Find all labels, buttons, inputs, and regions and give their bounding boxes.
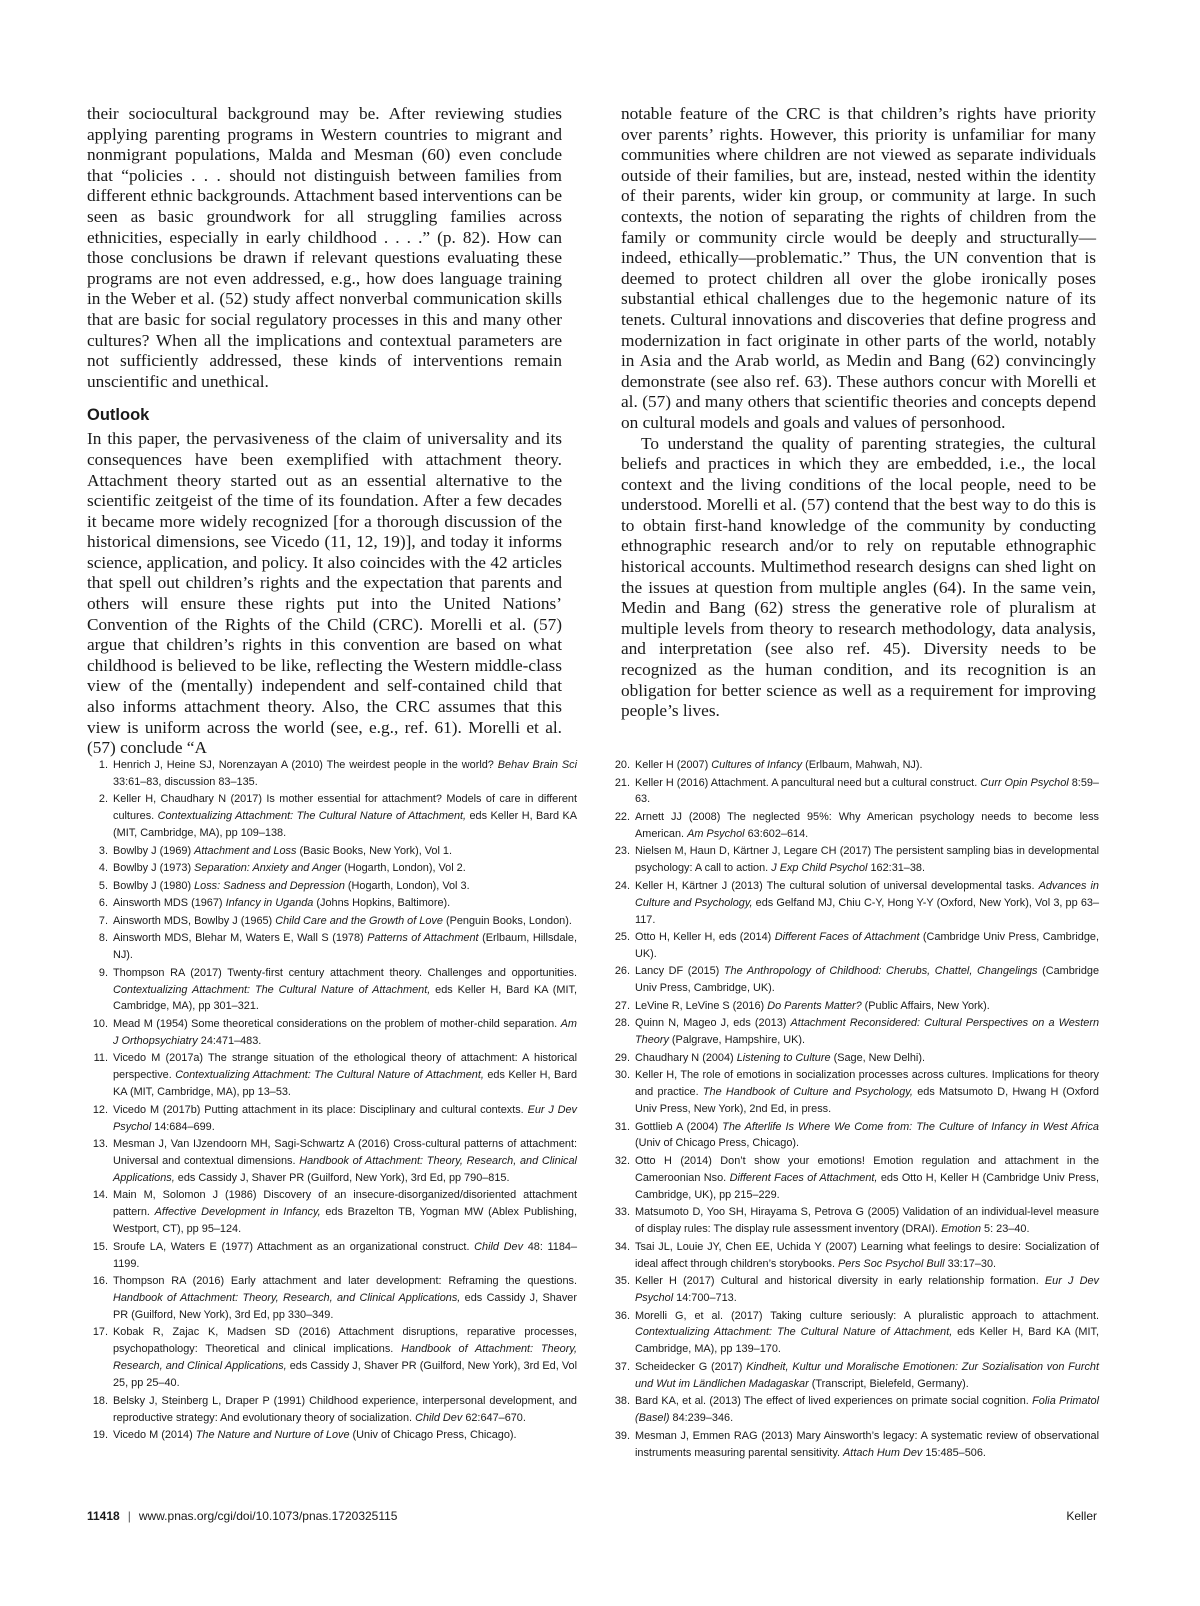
reference-text (113, 878, 577, 895)
reference-source: Attachment Reconsidered: Cultural Perspectives on a Western Theory (635, 1017, 1099, 1047)
reference-authors-title: Keller H, Chaudhary N (2017) Is mother essential for attachment? Models of care in different cultures. (113, 793, 577, 823)
reference-source: Different Faces of Attachment, (729, 1171, 878, 1184)
reference-number: 32. (614, 1154, 630, 1167)
reference-number: 35. (614, 1275, 630, 1288)
reference-details: (Univ of Chicago Press, Chicago). (635, 1137, 800, 1150)
reference-source: Loss: Sadness and Depression (194, 879, 345, 892)
reference-source: Contextualizing Attachment: The Cultural Nature of Attachment, (113, 983, 431, 996)
reference-authors-title: Vicedo M (2017a) The strange situation of the ethological theory of attachment: A historical perspective. (113, 1052, 577, 1082)
reference-source: The Afterlife Is Where We Come from: The Culture of Infancy in West Africa (722, 1120, 1099, 1133)
reference-source: The Handbook of Culture and Psychology, (702, 1086, 913, 1099)
reference-item (87, 965, 577, 1016)
reference-text (113, 1324, 577, 1392)
reference-number: 36. (614, 1309, 630, 1322)
reference-authors-title: Keller H (2007) (635, 759, 712, 771)
reference-details: eds Keller H, Bard KA (MIT, Cambridge, MA), pp 301–321. (113, 983, 577, 1013)
reference-details: (Erlbaum, Hillsdale, NJ). (113, 932, 578, 962)
reference-number: 5. (98, 879, 108, 892)
reference-details: eds Matsumoto D, Hwang H (Oxford Univ Press, New York), 2nd Ed, in press. (635, 1086, 1099, 1116)
running-author: Keller (1066, 1509, 1097, 1523)
reference-text (635, 998, 1099, 1015)
reference-text (113, 1273, 577, 1324)
reference-text (113, 860, 577, 877)
reference-text (635, 1359, 1099, 1393)
reference-item (87, 791, 577, 842)
reference-number: 16. (92, 1275, 108, 1288)
reference-item (609, 1273, 1099, 1307)
reference-source: Handbook of Attachment: Theory, Research, and Clinical Applications, (113, 1292, 461, 1304)
reference-text (635, 1067, 1099, 1118)
reference-text (635, 809, 1099, 843)
reference-number: 17. (92, 1326, 108, 1339)
reference-list-right (609, 757, 1099, 1462)
reference-number: 22. (614, 810, 630, 823)
reference-number: 9. (98, 966, 108, 979)
reference-text (635, 775, 1099, 809)
reference-authors-title: Chaudhary N (2004) (635, 1051, 737, 1064)
reference-item (609, 1393, 1099, 1427)
reference-details: eds Keller H, Bard KA (MIT, Cambridge, MA), pp 109–138. (113, 810, 577, 840)
reference-number: 4. (98, 862, 108, 875)
reference-details: 15:485–506. (922, 1446, 986, 1459)
reference-authors-title: Vicedo M (2014) (113, 1429, 196, 1442)
reference-text (113, 1427, 577, 1444)
reference-item (609, 1067, 1099, 1118)
reference-authors-title: Tsai JL, Louie JY, Chen EE, Uchida Y (2007) Learning what feelings to desire: Socialization of ideal affect through children’s storybooks. (635, 1240, 1099, 1270)
reference-authors-title: Henrich J, Heine SJ, Norenzayan A (2010) The weirdest people in the world? (113, 759, 498, 771)
reference-authors-title: Sroufe LA, Waters E (1977) Attachment as an organizational construct. (113, 1240, 475, 1253)
reference-text (113, 1136, 577, 1187)
reference-number: 13. (92, 1138, 108, 1151)
reference-number: 27. (614, 999, 630, 1012)
reference-details: eds Otto H, Keller H (Cambridge Univ Press, Cambridge, UK), pp 215–229. (635, 1171, 1099, 1201)
reference-item (609, 775, 1099, 809)
reference-item (609, 1204, 1099, 1238)
reference-text (113, 843, 577, 860)
reference-number: 2. (98, 793, 108, 806)
reference-number: 14. (92, 1189, 108, 1202)
reference-number: 38. (614, 1395, 630, 1408)
reference-details: (Penguin Books, London). (442, 914, 572, 927)
reference-source: Kindheit, Kultur und Moralische Emotionen: Zur Sozialisation von Furcht und Wut im Ländlichen Madagaskar (635, 1360, 1100, 1390)
body-paragraph: notable feature of the CRC is that children’s rights have priority over parents’ rights. However, this priority is unfamiliar for many communities where children are not viewed as separate individuals outside of their families, but are, instead, nested within the identity of their parents, wider kin group, or community at large. In such contexts, the notion of separating the rights of children from the family or community circle would be deeply and structurally—indeed, ethically—problematic.” Thus, the UN convention that is deemed to protect children all over the globe ironically poses substantial ethical challenges due to the hegemonic nature of its tenets. Cultural innovations and discoveries that define progress and modernization in fact originate in other parts of the world, notably in Asia and the Arab world, as Medin and Bang (62) convincingly demonstrate (see also ref. 63). These authors concur with Morelli et al. (57) and many others that scientific theories and concepts depend on cultural models and goals and values of personhood. (621, 104, 1096, 432)
reference-source: Do Parents Matter? (767, 999, 862, 1012)
reference-item (87, 878, 577, 895)
reference-source: Handbook of Attachment: Theory, Research, and Clinical Applications, (113, 1343, 577, 1373)
reference-item (609, 1239, 1099, 1273)
reference-item (609, 963, 1099, 997)
reference-authors-title: Bard KA, et al. (2013) The effect of lived experiences on primate social cognition. (635, 1395, 1033, 1408)
reference-authors-title: Gottlieb A (2004) (635, 1120, 723, 1133)
reference-source: Cultures of Infancy (711, 759, 803, 771)
reference-authors-title: Nielsen M, Haun D, Kärtner J, Legare CH (2017) The persistent sampling bias in developmental psychology: A call to action. (635, 845, 1099, 875)
reference-details: 84:239–346. (669, 1412, 734, 1425)
reference-authors-title: Bowlby J (1973) (113, 862, 195, 875)
reference-item (87, 1102, 577, 1136)
reference-list-left (87, 757, 577, 1445)
reference-authors-title: Vicedo M (2017b) Putting attachment in its place: Disciplinary and cultural contexts. (113, 1103, 528, 1116)
reference-number: 18. (92, 1394, 108, 1407)
reference-number: 33. (614, 1206, 630, 1219)
reference-source: Am Psychol (687, 827, 745, 840)
reference-number: 29. (614, 1051, 630, 1064)
reference-source: Eur J Dev Psychol (113, 1103, 578, 1133)
reference-authors-title: Lancy DF (2015) (635, 965, 724, 978)
reference-authors-title: LeVine R, LeVine S (2016) (635, 999, 768, 1012)
reference-details: eds Cassidy J, Shaver PR (Guilford, New York), 3rd Ed, Vol 25, pp 25–40. (113, 1360, 577, 1390)
reference-details: 62:647–670. (462, 1411, 526, 1424)
reference-item (609, 878, 1099, 929)
reference-details: 162:31–38. (867, 862, 926, 875)
reference-item (87, 860, 577, 877)
reference-authors-title: Keller H (2017) Cultural and historical diversity in early relationship formation. (635, 1275, 1045, 1288)
reference-authors-title: Mead M (1954) Some theoretical considerations on the problem of mother-child separation. (113, 1017, 561, 1030)
reference-source: Attach Hum Dev (843, 1446, 923, 1459)
reference-text (635, 1204, 1099, 1238)
reference-item (87, 1136, 577, 1187)
reference-text (635, 757, 1099, 774)
reference-source: Contextualizing Attachment: The Cultural Nature of Attachment, (157, 810, 467, 823)
reference-number: 25. (614, 931, 630, 944)
reference-item (87, 1427, 577, 1444)
reference-number: 10. (92, 1017, 108, 1030)
reference-details: 14:700–713. (673, 1292, 737, 1304)
reference-number: 31. (614, 1120, 630, 1133)
reference-item (87, 1273, 577, 1324)
page-number: 11418 (87, 1509, 120, 1523)
reference-authors-title: Keller H (2016) Attachment. A pancultural need but a cultural construct. (635, 776, 981, 789)
reference-authors-title: Ainsworth MDS (1967) (113, 897, 226, 910)
reference-number: 21. (614, 776, 630, 789)
reference-details: 14:684–699. (151, 1120, 215, 1133)
reference-details: 8:59–63. (635, 776, 1099, 806)
reference-source: Curr Opin Psychol (980, 776, 1069, 789)
reference-item (609, 809, 1099, 843)
reference-item (609, 1308, 1099, 1359)
reference-number: 28. (614, 1017, 630, 1030)
reference-source: Contextualizing Attachment: The Cultural Nature of Attachment, (635, 1326, 953, 1339)
reference-source: Handbook of Attachment: Theory, Research, and Clinical Applications, (113, 1154, 577, 1184)
reference-number: 15. (92, 1240, 108, 1253)
reference-item (87, 930, 577, 964)
reference-details: 48: 1184–1199. (113, 1240, 577, 1270)
body-paragraph: In this paper, the pervasiveness of the claim of universality and its consequences have been exemplified with attachment theory. Attachment theory started out as an essential alternative to the scientific zeitgeist of the time of its foundation. After a few decades it became more widely recognized [for a thorough discussion of the historical dimensions, see Vicedo (11, 12, 19)], and today it informs science, application, and policy. It also coincides with the 42 articles that spell out children’s rights and the expectation that parents and others will ensure these rights put into the United Nations’ Convention of the Rights of the Child (CRC). Morelli et al. (57) argue that children’s rights in this convention are based on what childhood is believed to be like, reflecting the Western middle-class view of the (mentally) independent and self-contained child that also informs attachment theory. Also, the CRC assumes that this view is uniform across the world (see, e.g., ref. 61). Morelli et al. (57) conclude “A (87, 429, 562, 758)
reference-text (113, 1239, 577, 1273)
reference-item (609, 757, 1099, 774)
reference-details: (Cambridge Univ Press, Cambridge, UK). (635, 965, 1100, 995)
reference-item (87, 843, 577, 860)
reference-details: eds Keller H, Bard KA (MIT, Cambridge, MA), pp 13–53. (113, 1069, 577, 1099)
reference-number: 23. (614, 845, 630, 858)
reference-authors-title: Thompson RA (2017) Twenty-first century attachment theory. Challenges and opportunities. (113, 966, 577, 979)
reference-details: (Basic Books, New York), Vol 1. (296, 844, 452, 857)
reference-details: (Erlbaum, Mahwah, NJ). (802, 759, 923, 771)
reference-text (635, 1015, 1099, 1049)
reference-item (609, 843, 1099, 877)
reference-text (113, 1393, 577, 1427)
reference-text (113, 1016, 577, 1050)
reference-details: 33:17–30. (944, 1257, 997, 1270)
reference-authors-title: Keller H, Kärtner J (2013) The cultural solution of universal developmental tasks. (635, 879, 1039, 892)
reference-text (635, 1119, 1099, 1153)
reference-text (113, 895, 577, 912)
body-column-right (621, 104, 1096, 722)
body-column-left (87, 104, 562, 759)
reference-authors-title: Bowlby J (1980) (113, 879, 195, 892)
reference-details: 63:602–614. (744, 827, 809, 840)
reference-text (113, 1102, 577, 1136)
reference-source: Advances in Culture and Psychology, (635, 879, 1099, 909)
reference-authors-title: Arnett JJ (2008) The neglected 95%: Why American psychology needs to become less American. (635, 810, 1099, 840)
reference-number: 20. (614, 759, 630, 771)
reference-details: eds Cassidy J, Shaver PR (Guilford, New York), 3rd Ed, pp 790–815. (174, 1171, 510, 1184)
reference-text (113, 965, 577, 1016)
reference-text (635, 963, 1099, 997)
reference-item (87, 895, 577, 912)
reference-source: Folia Primatol (Basel) (635, 1395, 1100, 1425)
reference-details: (Hogarth, London), Vol 3. (344, 879, 470, 892)
reference-number: 8. (98, 932, 108, 945)
reference-source: Different Faces of Attachment (774, 931, 920, 944)
reference-item (87, 1050, 577, 1101)
reference-number: 1. (98, 759, 108, 771)
reference-number: 19. (92, 1429, 108, 1442)
body-paragraph: To understand the quality of parenting strategies, the cultural beliefs and practices in which they are embedded, i.e., the local context and the living conditions of the local people, need to be understood. Morelli et al. (57) contend that the best way to do this is to obtain first-hand knowledge of the community by conducting ethnographic research and/or to rely on reputable ethnographic historical accounts. Multimethod research designs can shed light on the issues at question from multiple angles (64). In the same vein, Medin and Bang (62) stress the generative role of pluralism at multiple levels from theory to research methodology, data analysis, and interpretation (see also ref. 45). Diversity needs to be recognized as the human condition, and its recognition is an obligation for better science as well as a requirement for improving people’s lives. (621, 433, 1096, 721)
reference-authors-title: Kobak R, Zajac K, Madsen SD (2016) Attachment disruptions, reparative processes, psychopathology: Theoretical and clinical implications. (113, 1326, 577, 1356)
reference-number: 37. (614, 1360, 630, 1373)
reference-text (635, 929, 1099, 963)
reference-authors-title: Ainsworth MDS, Bowlby J (1965) (113, 914, 276, 927)
reference-text (635, 1153, 1099, 1204)
reference-source: Contextualizing Attachment: The Cultural Nature of Attachment, (175, 1069, 484, 1082)
reference-item (87, 1324, 577, 1392)
reference-number: 30. (614, 1069, 630, 1082)
reference-details: eds Cassidy J, Shaver PR (Guilford, New York), 3rd Ed, pp 330–349. (113, 1292, 577, 1321)
reference-authors-title: Scheidecker G (2017) (635, 1360, 747, 1373)
reference-number: 24. (614, 879, 630, 892)
page-footer (87, 1509, 1097, 1527)
reference-text (113, 757, 577, 791)
reference-details: (Transcript, Bielefeld, Germany). (808, 1377, 969, 1390)
reference-details: eds Keller H, Bard KA (MIT, Cambridge, MA), pp 139–170. (635, 1326, 1099, 1356)
reference-source: Child Care and the Growth of Love (275, 914, 443, 927)
reference-details: 33:61–83, discussion 83–135. (113, 775, 258, 788)
reference-details: (Palgrave, Hampshire, UK). (668, 1034, 806, 1047)
reference-details: (Hogarth, London), Vol 2. (341, 862, 466, 875)
reference-source: J Exp Child Psychol (771, 862, 868, 875)
reference-number: 3. (98, 844, 108, 857)
reference-item (609, 1119, 1099, 1153)
reference-details: (Public Affairs, New York). (861, 999, 990, 1012)
reference-details: 24:471–483. (197, 1034, 262, 1047)
reference-item (87, 1239, 577, 1273)
reference-source: The Anthropology of Childhood: Cherubs, Chattel, Changelings (723, 965, 1038, 978)
reference-source: Eur J Dev Psychol (635, 1275, 1099, 1304)
reference-number: 11. (93, 1052, 108, 1065)
reference-text (635, 843, 1099, 877)
reference-source: Child Dev (474, 1240, 524, 1253)
reference-item (87, 1187, 577, 1238)
reference-text (635, 1273, 1099, 1307)
reference-text (113, 930, 577, 964)
reference-authors-title: Belsky J, Steinberg L, Draper P (1991) Childhood experience, interpersonal development, and reproductive strategy: And evolutionary theory of socialization. (113, 1394, 577, 1424)
reference-source: Emotion (941, 1223, 982, 1236)
reference-text (113, 791, 577, 842)
reference-authors-title: Bowlby J (1969) (113, 844, 195, 857)
reference-authors-title: Mesman J, Emmen RAG (2013) Mary Ainsworth’s legacy: A systematic review of observational instruments measuring parental sensitivity. (635, 1429, 1099, 1459)
reference-authors-title: Thompson RA (2016) Early attachment and later development: Reframing the questions. (113, 1275, 577, 1288)
reference-details: (Univ of Chicago Press, Chicago). (349, 1429, 517, 1442)
reference-number: 39. (614, 1429, 630, 1442)
reference-item (609, 998, 1099, 1015)
reference-text (113, 1050, 577, 1101)
reference-item (609, 1428, 1099, 1462)
reference-text (635, 878, 1099, 929)
reference-item (609, 1050, 1099, 1067)
reference-item (87, 913, 577, 930)
reference-source: Behav Brain Sci (497, 759, 578, 771)
reference-authors-title: Matsumoto D, Yoo SH, Hirayama S, Petrova G (2005) Validation of an individual-level measure of display rules: The display rule assessment inventory (DRAI). (635, 1206, 1099, 1236)
reference-source: Infancy in Uganda (225, 897, 314, 910)
reference-text (635, 1308, 1099, 1359)
reference-item (609, 1153, 1099, 1204)
reference-text (635, 1393, 1099, 1427)
body-paragraph: their sociocultural background may be. After reviewing studies applying parenting programs in Western countries to migrant and nonmigrant populations, Malda and Mesman (60) even conclude that “policies . . . should not distinguish between families from different ethnic backgrounds. Attachment based interventions can be seen as basic groundwork for all struggling families across ethnicities, especially in early childhood . . . .” (p. 82). How can those conclusions be drawn if relevant questions evaluating these programs are not even addressed, e.g., how does language training in the Weber et al. (52) study affect nonverbal communication skills that are basic for social regulatory processes in this and many other cultures? When all the implications and contextual parameters are not sufficiently addressed, these kinds of interventions remain unscientific and unethical. (87, 104, 562, 391)
reference-source: Affective Development in Infancy, (154, 1206, 321, 1219)
reference-item (609, 1359, 1099, 1393)
reference-item (609, 929, 1099, 963)
reference-number: 12. (92, 1103, 108, 1116)
reference-details: (Sage, New Delhi). (830, 1051, 925, 1064)
reference-authors-title: Main M, Solomon J (1986) Discovery of an insecure-disorganized/disoriented attachment pattern. (113, 1189, 577, 1219)
reference-text (113, 1187, 577, 1238)
reference-item (609, 1015, 1099, 1049)
reference-source: Attachment and Loss (194, 844, 297, 857)
reference-details: eds Gelfand MJ, Chiu C-Y, Hong Y-Y (Oxford, New York), Vol 3, pp 63–117. (635, 896, 1099, 926)
reference-details: (Johns Hopkins, Baltimore). (313, 897, 451, 910)
reference-source: Patterns of Attachment (367, 932, 479, 945)
reference-authors-title: Mesman J, Van IJzendoorn MH, Sagi-Schwartz A (2016) Cross-cultural patterns of attachment: Universal and contextual dimensions. (113, 1138, 577, 1167)
reference-authors-title: Keller H, The role of emotions in socialization processes across cultures. Implications for theory and practice. (635, 1069, 1099, 1099)
reference-item (87, 1393, 577, 1427)
reference-details: 5: 23–40. (981, 1223, 1030, 1236)
reference-item (87, 1016, 577, 1050)
reference-authors-title: Otto H, Keller H, eds (2014) (635, 931, 775, 944)
reference-text (113, 913, 577, 930)
reference-item (87, 757, 577, 791)
reference-source: Listening to Culture (736, 1051, 831, 1064)
reference-details: (Cambridge Univ Press, Cambridge, UK). (635, 931, 1099, 960)
reference-source: Pers Soc Psychol Bull (838, 1257, 945, 1270)
reference-number: 6. (98, 897, 108, 910)
reference-source: Child Dev (415, 1411, 463, 1424)
reference-text (635, 1239, 1099, 1273)
section-heading-outlook: Outlook (87, 406, 150, 425)
reference-authors-title: Morelli G, et al. (2017) Taking culture seriously: A pluralistic approach to attachment. (635, 1309, 1099, 1322)
doi-link[interactable]: www.pnas.org/cgi/doi/10.1073/pnas.1720325115 (138, 1509, 398, 1523)
reference-source: Am J Orthopsychiatry (113, 1017, 577, 1047)
reference-number: 7. (98, 914, 108, 927)
reference-authors-title: Quinn N, Mageo J, eds (2013) (635, 1017, 791, 1030)
reference-authors-title: Ainsworth MDS, Blehar M, Waters E, Wall S (1978) (113, 932, 368, 945)
reference-number: 34. (614, 1240, 630, 1253)
reference-number: 26. (614, 965, 630, 978)
reference-source: Separation: Anxiety and Anger (194, 862, 342, 875)
reference-source: The Nature and Nurture of Love (195, 1429, 350, 1442)
reference-details: eds Brazelton TB, Yogman MW (Ablex Publishing, Westport, CT), pp 95–124. (113, 1206, 577, 1236)
reference-text (635, 1050, 1099, 1067)
footer-separator: | (127, 1509, 131, 1523)
reference-text (635, 1428, 1099, 1462)
reference-authors-title: Otto H (2014) Don’t show your emotions! Emotion regulation and attachment in the Cameroonian Nso. (635, 1154, 1099, 1184)
